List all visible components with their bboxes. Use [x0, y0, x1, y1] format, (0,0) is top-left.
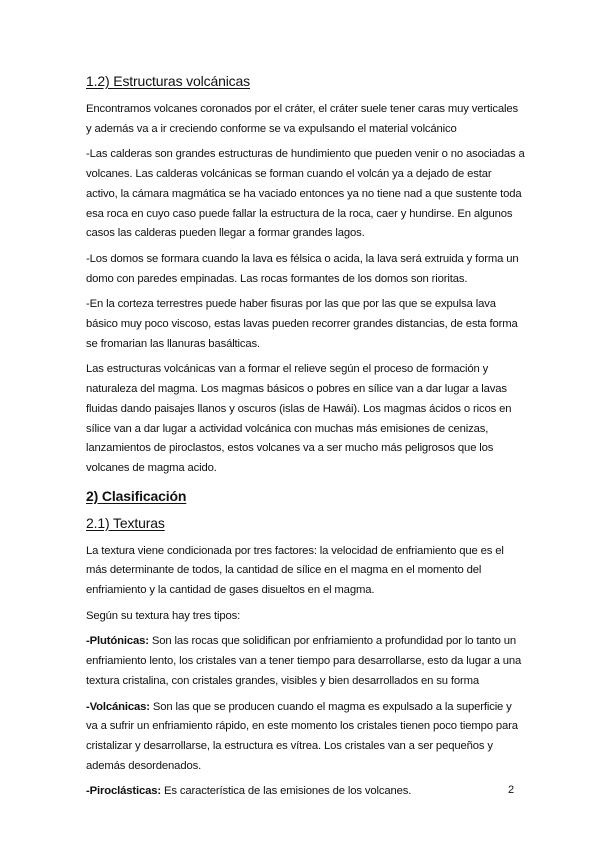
page-number: 2 — [508, 784, 515, 796]
term-piroclasticas: -Piroclásticas: — [86, 785, 161, 798]
section-heading-estructuras-volcanicas: 1.2) Estructuras volcánicas — [86, 73, 251, 89]
term-plutonicas: -Plutónicas: — [86, 635, 149, 648]
list-item-plutonicas — [86, 632, 526, 691]
page-content — [86, 68, 526, 808]
term-volcanicas: -Volcánicas: — [86, 700, 150, 713]
definition-plutonicas: Son las rocas que solidifican por enfriamiento a profundidad por lo tanto un enfriamiento lento, los cristales van a tener tiempo para desarrollarse, esto da lugar a una textura cristalina, con cristales grandes, visibles y bien desarrollados en su forma — [86, 635, 522, 687]
definition-piroclasticas: Es característica de las emisiones de los volcanes. — [160, 785, 412, 798]
paragraph-fisuras: -En la corteza terrestres puede haber fisuras por las que por las que se expulsa lava básico muy poco viscoso, estas lavas pueden recorrer grandes distancias, de esta forma se fromarian las llanuras basálticas. — [86, 298, 518, 350]
list-item-volcanicas — [86, 698, 526, 777]
paragraph-calderas: -Las calderas son grandes estructuras de hundimiento que pueden venir o no asociadas a volcanes. Las calderas volcánicas se forman cuando el volcán ya a dejado de estar activo, la cámara magmática se ha vaciado entonces ya no tiene nad a que sustente toda esa roca en cuyo caso puede fallar la estructura de la roca, caer y hundirse. En algunos casos las calderas pueden llegar a formar grandes lagos. — [86, 148, 525, 240]
paragraph-relieve: Las estructuras volcánicas van a formar el relieve según el proceso de formación y naturaleza del magma. Los magmas básicos o pobres en sílice van a dar lugar a lavas fluidas dando paisajes llanos y oscuros (islas de Hawái). Los magmas ácidos o ricos en sílice van a dar lugar a actividad volcánica con muchas más emisiones de cenizas, lanzamientos de piroclastos, estos volcanes va a ser mucho más peligrosos que los volcanes de magma acido. — [86, 363, 512, 474]
section-heading-texturas: 2.1) Texturas — [86, 514, 165, 531]
paragraph-texturas-intro: La textura viene condicionada por tres factores: la velocidad de enfriamiento que es el más determinante de todos, la cantidad de sílice en el magma en el momento del enfriamiento y la cantidad de gases disueltos en el magma. — [86, 544, 504, 597]
paragraph-tipos-intro: Según su textura hay tres tipos: — [86, 609, 241, 622]
section-heading-clasificacion: 2) Clasificación — [86, 487, 187, 504]
paragraph-domos: -Los domos se formara cuando la lava es félsica o acida, la lava será extruida y forma un domo con paredes empinadas. Las rocas formantes de los domos son rioritas. — [86, 252, 519, 285]
definition-volcanicas: Son las que se producen cuando el magma es expulsado a la superficie y va a sufrir un enfriamiento rápido, en este momento los cristales tienen poco tiempo para cristalizar y desarrollarse, la estructura es vítrea. Los cristales van a ser pequeños y además desordenados. — [86, 700, 518, 772]
paragraph-crater: Encontramos volcanes coronados por el cráter, el cráter suele tener caras muy verticales y además va a ir creciendo conforme se va expulsando el material volcánico — [86, 103, 518, 135]
list-item-piroclasticas — [86, 782, 526, 802]
